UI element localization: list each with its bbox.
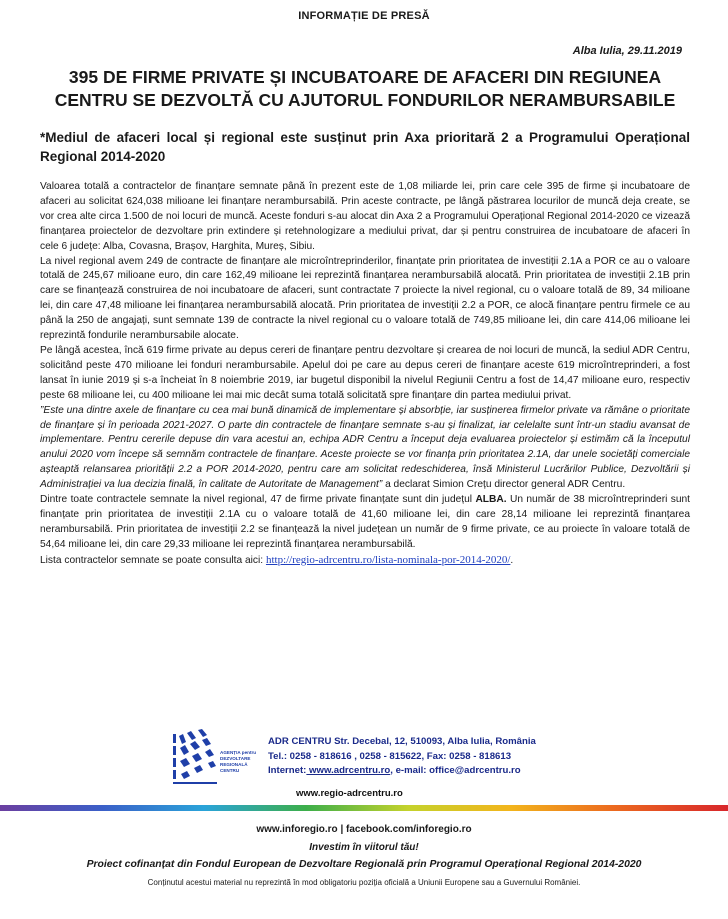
regio-site-url[interactable]: www.regio-adrcentru.ro	[296, 788, 403, 799]
contact-address: Str. Decebal, 12, 510093, Alba Iulia, România	[331, 736, 536, 747]
email-label: , e-mail:	[390, 765, 427, 776]
contact-web-line	[268, 764, 536, 779]
list-end: .	[510, 554, 514, 566]
contact-org: ADR CENTRU	[268, 736, 332, 747]
logo-text: AGENȚIA pentru DEZVOLTARE REGIONALĂ CENTRU	[220, 750, 257, 773]
document-body	[40, 180, 690, 569]
alba-text-start: Dintre toate contractele semnate la nivel regional, 47 de firme private finanțate sunt din județul	[40, 494, 476, 506]
contract-list-link[interactable]: http://regio-adrcentru.ro/lista-nominala-por-2014-2020/	[265, 553, 511, 566]
paragraph-2: La nivel regional avem 249 de contracte de finanțare ale microîntreprinderilor, finanțate prin prioritatea de investiții 2.1A a POR ce au o valoare totală de 245,67 milioane euro, din care 162,49 milioane lei reprezintă finanțarea nerambursabilă alocată. Prin prioritatea de investiții 2.1B prin care se finanțează construirea de noi incubatoare de afaceri, sunt contractate 7 proiecte la nivel regional, cu o valoare totală de 89, 34 milioane lei, din care 47,48 milioane lei finanțarea nerambursabilă alocată. Prin prioritatea de investiții 2.2 a POR, ce alocă finanțare pentru firmele ce au până la 250 de angajați, sunt semnate 139 de contracte la nivel regional cu o valoare totală de 749,85 milioane lei, din care 414,06 milioane lei reprezintă fondurile nerambursabile alocate.	[40, 255, 690, 342]
paragraph-alba	[40, 493, 690, 553]
sunburst-logo-icon	[160, 728, 260, 792]
list-text: Lista contractelor semnate se poate consulta aici:	[40, 554, 266, 566]
internet-label: Internet:	[268, 765, 307, 776]
contact-phone-line	[268, 750, 536, 765]
document-date: Alba Iulia, 29.11.2019	[572, 45, 682, 57]
document-subtitle: *Mediul de afaceri local și regional este susținut prin Axa prioritară 2 a Programului Operațional Regional 2014-2020	[40, 130, 690, 164]
quote-attribution: a declarat Simion Crețu director general ADR Centru.	[382, 479, 626, 491]
paragraph-3: Pe lângă acestea, încă 619 firme private au depus cereri de finanțare pentru dezvoltare și crearea de noi locuri de muncă, la sediul ADR Centru, solicitând peste 470 milioane lei fonduri nerambursabile. Apelul doi pe care au depus cereri de finanțare aceste 619 microîntreprinderi, a fost lansat în iunie 2019 și s-a încheiat în 8 noiembrie 2019, iar bugetul disponibil la nivelul Regiunii Centru a fost de 14,47 milioane euro, respectiv peste 68 milioane lei, cu 400 milioane lei mai mic decât suma totală solicitată spre finanțare din partea mediului privat.	[40, 344, 690, 401]
press-release-label: INFORMAȚIE DE PRESĂ	[298, 10, 430, 22]
alba-county-name: ALBA.	[475, 494, 507, 506]
internet-link[interactable]: www.adrcentru.ro	[306, 765, 391, 776]
color-divider-bar	[0, 805, 728, 811]
footer-disclaimer: Conținutul acestui material nu reprezintă în mod obligatoriu poziția oficială a Uniunii Europene sau a Guvernului României.	[147, 878, 581, 887]
footer-slogan: Investim în viitorul tău!	[309, 842, 419, 853]
fax-label: Fax:	[424, 750, 447, 762]
adr-centru-logo	[160, 728, 260, 792]
alba-text-rest: Un număr de 38 microîntreprinderi sunt finanțate prin prioritatea de investiții 2.1A cu o valoare totală de 41,60 milioane lei, din care 28,14 milioane lei reprezintă finanțarea nerambursabilă. Prin prioritatea de investiții 2.2 se finanțează la nivel județean un număr de 9 firme private, ce au proiecte în valoare totală de 54,64 milioane lei, din care 29,33 milioane lei reprezintă finanțarea nerambursabilă.	[40, 494, 690, 550]
tel-label: Tel.:	[268, 750, 288, 762]
quote-text: ”Este una dintre axele de finanțare cu cea mai bună dinamică de implementare și absorbție, iar susținerea firmelor private va rămâne o prioritate de finanțare și în perioada 2021-2027. O parte din contractele de finanțare semnate s-au și finalizat, iar celelalte sunt într-un stadiu avansat de implementare. Pentru cererile depuse din vara acestui an, echipa ADR Centru a început deja evaluarea proiectelor și estimăm că la începutul anului 2020 vom începe să semnăm contractele de finanțare. Aceste proiecte se vor finanța prin prioritatea 2.1A, dar unele societăți comerciale așteaptă relansarea priorității 2.2 a POR 2014-2020, pentru care am solicitat redeschiderea, însă Ministerul Lucrărilor Publice, Dezvoltării și Administrației va lua decizia finală, în calitate de Autoritate de Management”	[40, 404, 690, 491]
email-value[interactable]: office@adrcentru.ro	[426, 765, 521, 776]
document-title: 395 DE FIRME PRIVATE ȘI INCUBATOARE DE AFACERI DIN REGIUNEA CENTRU SE DEZVOLTĂ CU AJUTORUL FONDURILOR NERAMBURSABILE	[54, 67, 676, 110]
paragraph-1: Valoarea totală a contractelor de finanțare semnate până în prezent este de 1,08 miliarde lei, prin care cele 395 de firme și incubatoare de afaceri au solicitat 624,038 milioane lei finanțare nerambursabilă. Prin aceste contracte, pe lângă păstrarea locurilor de muncă deja create, se vor crea alte circa 1.500 de noi locuri de muncă. Aceste fonduri s-au alocat din Axa 2 a Programului Operațional Regional 2014-2020 ce vizează finanțarea proiectelor de dezvoltare prin extindere și retehnologizare a mediului privat, dar și pentru construirea de incubatoare de afaceri în cele 6 județe: Alba, Covasna, Brașov, Harghita, Mureș, Sibiu.	[40, 181, 690, 252]
footer-program: Proiect cofinanțat din Fondul European de Dezvoltare Regională prin Programul Operațional Regional 2014-2020	[86, 859, 642, 870]
paragraph-list	[40, 553, 690, 569]
fax-value: 0258 - 818613	[446, 750, 512, 762]
paragraph-quote	[40, 404, 690, 493]
footer-links[interactable]: www.inforegio.ro | facebook.com/inforegio.ro	[256, 824, 472, 835]
tel-value: 0258 - 818616 , 0258 - 815622,	[287, 750, 425, 762]
contact-address-line	[268, 735, 536, 750]
contact-block	[268, 735, 536, 779]
